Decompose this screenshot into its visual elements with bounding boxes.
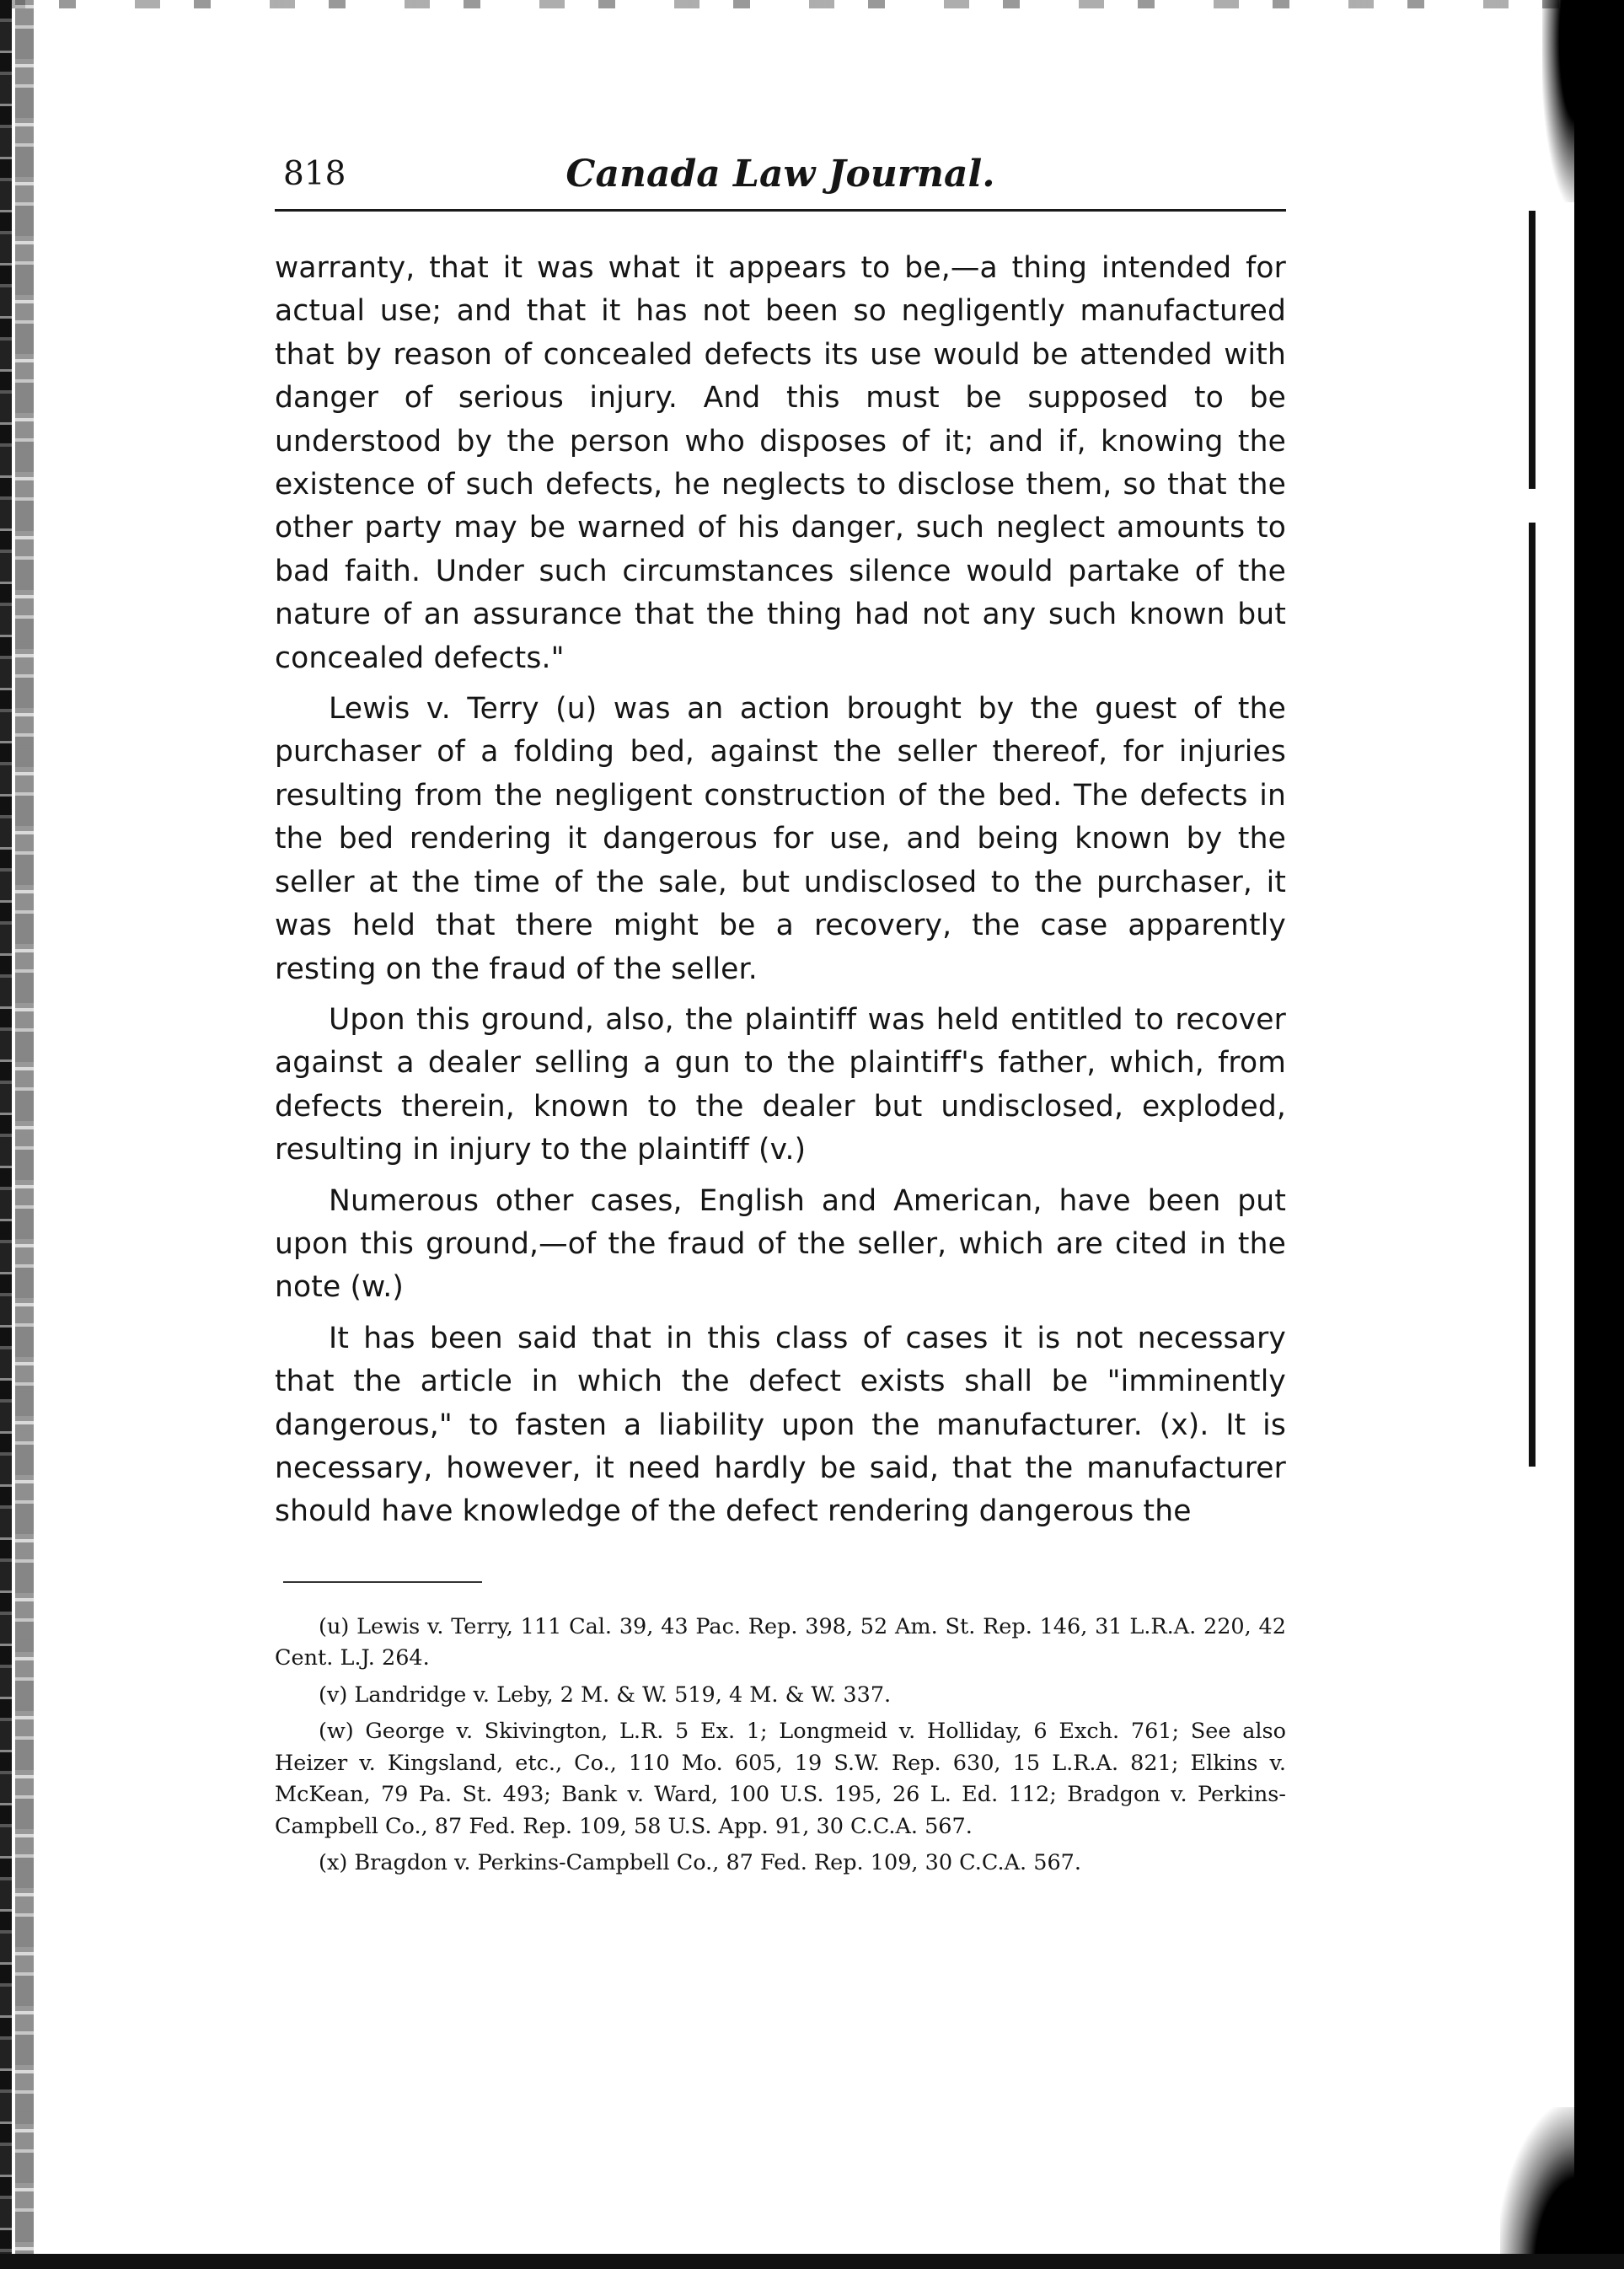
paragraph: Numerous other cases, English and American, have been put upon this ground,—of the fraud of the seller, which are cited in the note (w.) [275, 1183, 1286, 1305]
footnotes [275, 1612, 1286, 1880]
margin-mark [1529, 211, 1536, 489]
page [275, 152, 1286, 1885]
journal-title: Canada Law Journal. [565, 153, 995, 196]
footnote-divider [283, 1581, 482, 1583]
footnote: (w) George v. Skivington, L.R. 5 Ex. 1; Longmeid v. Holliday, 6 Exch. 761; See also Heizer v. Kingsland, etc., Co., 110 Mo. 605, 19 S.W. Rep. 630, 15 L.R.A. 821; Elkins v. McKean, 79 Pa. St. 493; Bank v. Ward, 100 U.S. 195, 26 L. Ed. 112; Bradgon v. Perkins-Campbell Co., 87 Fed. Rep. 109, 58 U.S. App. 91, 30 C.C.A. 567. [275, 1719, 1286, 1839]
margin-mark [1529, 523, 1536, 1467]
scan-edge-left-texture [15, 0, 34, 2269]
page-number: 818 [283, 155, 346, 193]
body-text [275, 247, 1286, 1534]
paragraph: Upon this ground, also, the plaintiff was held entitled to recover against a dealer selling a gun to the plaintiff's father, which, from defects therein, known to the dealer but undisclosed, exploded, resulting in injury to the plaintiff (v.) [275, 1002, 1286, 1167]
footnote: (x) Bragdon v. Perkins-Campbell Co., 87 Fed. Rep. 109, 30 C.C.A. 567. [319, 1850, 1082, 1876]
scan-edge-right-bottom-shadow [1500, 2107, 1580, 2269]
scan-edge-right [1574, 0, 1624, 2269]
footnote: (u) Lewis v. Terry, 111 Cal. 39, 43 Pac. Rep. 398, 52 Am. St. Rep. 146, 31 L.R.A. 220, 42 Cent. L.J. 264. [275, 1613, 1286, 1671]
scan-edge-top [0, 0, 1624, 8]
paragraph: warranty, that it was what it appears to be,—a thing intended for actual use; and that it has not been so negligently manufactured that by reason of concealed defects its use would be attended with danger of serious injury. And this must be supposed to be understood by the person who disposes of it; and if, knowing the existence of such defects, he neglects to disclose them, so that the other party may be warned of his danger, such neglect amounts to bad faith. Under such circumstances silence would partake of the nature of an assurance that the thing had not any such known but concealed defects." [275, 251, 1286, 675]
scan-edge-bottom [0, 2254, 1624, 2269]
running-head [275, 152, 1286, 212]
scan-edge-left [0, 0, 12, 2269]
scan-edge-right-top-shadow [1542, 0, 1580, 202]
paragraph: Lewis v. Terry (u) was an action brought by the guest of the purchaser of a folding bed, against the seller thereof, for injuries resulting from the negligent construction of the bed. The defects in the bed rendering it dangerous for use, and being known by the seller at the time of the sale, but undisclosed to the purchaser, it was held that there might be a recovery, the case apparently resting on the fraud of the seller. [275, 692, 1286, 986]
paragraph: It has been said that in this class of cases it is not necessary that the article in which the defect exists shall be "imminently dangerous," to fasten a liability upon the manufacturer. (x). It is necessary, however, it need hardly be said, that the manufacturer should have knowledge of the defect rendering dangerous the [275, 1321, 1286, 1529]
footnote: (v) Landridge v. Leby, 2 M. & W. 519, 4 M. & W. 337. [319, 1682, 892, 1708]
